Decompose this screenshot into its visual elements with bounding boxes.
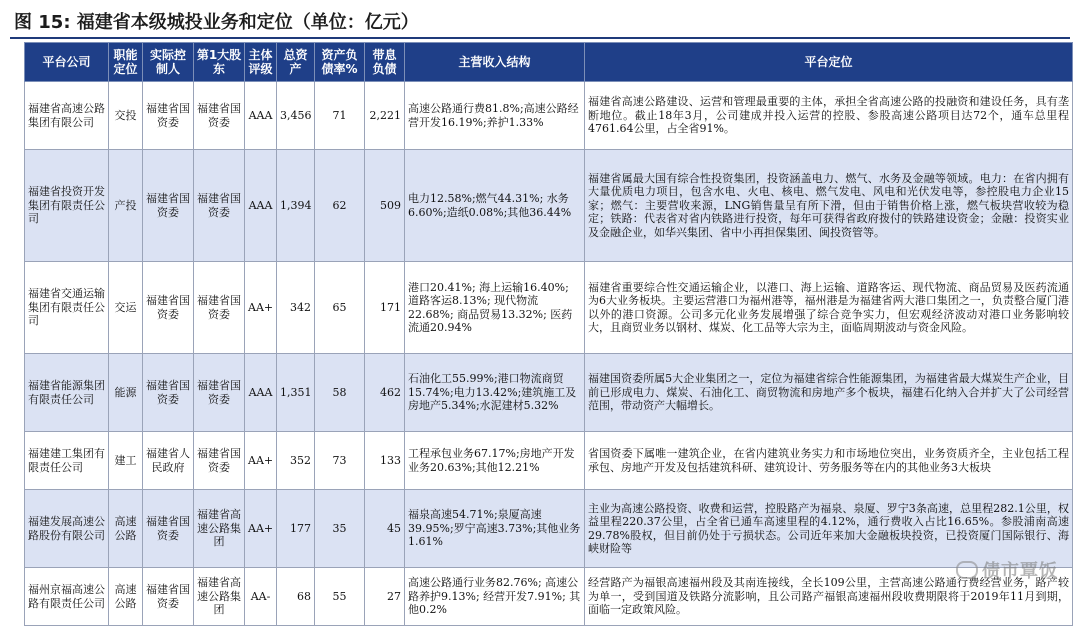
cell-revenue: 港口20.41%; 海上运输16.40%; 道路客运8.13%; 现代物流22.68%; 商品贸易13.32%; 医药流通20.94% bbox=[405, 262, 585, 354]
header-debt-ratio: 资产负债率% bbox=[315, 43, 365, 82]
cell-platform: 福建省交通运输集团有限责任公司 bbox=[25, 262, 109, 354]
table-row bbox=[25, 354, 1073, 432]
table-row bbox=[25, 262, 1073, 354]
cell-debt-ratio: 62 bbox=[315, 150, 365, 262]
cell-rating: AAA bbox=[245, 354, 277, 432]
cell-assets: 3,456 bbox=[277, 82, 315, 150]
cell-positioning: 主业为高速公路投资、收费和运营，控股路产为福泉、泉厦、罗宁3条高速，总里程282.1公里，权益里程220.37公里，占全省已通车高速里程的4.12%，通行费收入占比16.65%。参股浦南高速29.78%股权，但目前仍处于亏损状态。公司近年来加大金融板块投资，已投资厦门国际银行、海峡财险等 bbox=[585, 490, 1073, 568]
cell-controller: 福建省国资委 bbox=[143, 262, 194, 354]
cell-positioning: 福建省重要综合性交通运输企业，以港口、海上运输、道路客运、现代物流、商品贸易及医药流通为6大业务板块。主要运营港口为福州港等，福州港是为福建省两大港口集团之一，负责整合厦门港以外的港口资源。公司多元化业务发展增强了综合竞争实力，但宏观经济波动对港口业务影响较大，且商贸业务以钢材、煤炭、化工品等大宗为主，面临周期波动与资金风险。 bbox=[585, 262, 1073, 354]
header-controller: 实际控制人 bbox=[143, 43, 194, 82]
cell-assets: 177 bbox=[277, 490, 315, 568]
cell-function: 交投 bbox=[109, 82, 143, 150]
cell-debt-ratio: 35 bbox=[315, 490, 365, 568]
cell-revenue: 电力12.58%;燃气44.31%; 水务6.60%;造纸0.08%;其他36.44% bbox=[405, 150, 585, 262]
cell-function: 能源 bbox=[109, 354, 143, 432]
header-assets: 总资产 bbox=[277, 43, 315, 82]
cell-debt-ratio: 71 bbox=[315, 82, 365, 150]
header-platform: 平台公司 bbox=[25, 43, 109, 82]
cell-positioning: 福建省高速公路建设、运营和管理最重要的主体，承担全省高速公路的投融资和建设任务，具有垄断地位。截止18年3月，公司建成并投入运营的控股、参股高速公路项目达72个，通车总里程4761.64公里，占全省91%。 bbox=[585, 82, 1073, 150]
cell-positioning: 福建国资委所属5大企业集团之一，定位为福建省综合性能源集团，为福建省最大煤炭生产企业，目前已形成电力、煤炭、石油化工、商贸物流和房地产多个板块，福建石化纳入合并扩大了公司经营范围，带动资产大幅增长。 bbox=[585, 354, 1073, 432]
cell-revenue: 福泉高速54.71%;泉厦高速39.95%;罗宁高速3.73%;其他业务1.61% bbox=[405, 490, 585, 568]
cell-assets: 1,394 bbox=[277, 150, 315, 262]
cell-interest-debt: 2,221 bbox=[365, 82, 405, 150]
figure-title bbox=[14, 6, 419, 36]
cell-shareholder: 福建省国资委 bbox=[194, 262, 245, 354]
cell-platform: 福建发展高速公路股份有限公司 bbox=[25, 490, 109, 568]
platform-table bbox=[24, 42, 1073, 626]
cell-interest-debt: 509 bbox=[365, 150, 405, 262]
cell-platform: 福建建工集团有限责任公司 bbox=[25, 432, 109, 490]
cell-positioning: 福建省属最大国有综合性投资集团，投资涵盖电力、燃气、水务及金融等领域。电力：在省内拥有大量优质电力项目，包含水电、火电、核电、燃气发电、风电和光伏发电等，参控股电力企业15家；燃气：主要营收来源，LNG销售量呈有所下滑，但由于销售价格上涨，燃气板块营收较为稳定；铁路：代表省对省内铁路进行投资，每年可获得省政府拨付的铁路建设资金；金融：投资实业及金融企业，如华兴集团、省中小再担保集团、闽投资管等。 bbox=[585, 150, 1073, 262]
cell-revenue: 高速公路通行费81.8%;高速公路经营开发16.19%;养护1.33% bbox=[405, 82, 585, 150]
cell-shareholder: 福建省高速公路集团 bbox=[194, 490, 245, 568]
watermark bbox=[956, 557, 1058, 583]
cell-shareholder: 福建省国资委 bbox=[194, 354, 245, 432]
header-positioning: 平台定位 bbox=[585, 43, 1073, 82]
table-row bbox=[25, 568, 1073, 626]
cell-rating: AAA bbox=[245, 82, 277, 150]
header-function: 职能定位 bbox=[109, 43, 143, 82]
header-interest-debt: 带息负债 bbox=[365, 43, 405, 82]
title-divider bbox=[10, 37, 1070, 39]
cell-function: 产投 bbox=[109, 150, 143, 262]
cell-revenue: 石油化工55.99%;港口物流商贸15.74%;电力13.42%;建筑施工及房地产5.34%;水泥建材5.32% bbox=[405, 354, 585, 432]
cell-platform: 福州京福高速公路有限责任公司 bbox=[25, 568, 109, 626]
cell-shareholder: 福建省国资委 bbox=[194, 150, 245, 262]
table-row bbox=[25, 432, 1073, 490]
cell-positioning: 省国资委下属唯一建筑企业，在省内建筑业务实力和市场地位突出，业务资质齐全，主业包括工程承包、房地产开发及包括建筑科研、建筑设计、劳务服务等在内的其他业务3大板块 bbox=[585, 432, 1073, 490]
table-row bbox=[25, 150, 1073, 262]
cell-debt-ratio: 58 bbox=[315, 354, 365, 432]
cell-interest-debt: 27 bbox=[365, 568, 405, 626]
cell-shareholder: 福建省高速公路集团 bbox=[194, 568, 245, 626]
cell-assets: 352 bbox=[277, 432, 315, 490]
cell-function: 建工 bbox=[109, 432, 143, 490]
watermark-text: 债市覃饭 bbox=[982, 557, 1058, 583]
cell-platform: 福建省投资开发集团有限责任公司 bbox=[25, 150, 109, 262]
cell-rating: AAA bbox=[245, 150, 277, 262]
header-rating: 主体评级 bbox=[245, 43, 277, 82]
table-header-row bbox=[25, 43, 1073, 82]
cell-interest-debt: 171 bbox=[365, 262, 405, 354]
cell-controller: 福建省国资委 bbox=[143, 354, 194, 432]
wechat-icon bbox=[956, 561, 978, 579]
cell-assets: 342 bbox=[277, 262, 315, 354]
cell-controller: 福建省国资委 bbox=[143, 82, 194, 150]
cell-controller: 福建省国资委 bbox=[143, 568, 194, 626]
cell-debt-ratio: 65 bbox=[315, 262, 365, 354]
cell-interest-debt: 45 bbox=[365, 490, 405, 568]
cell-revenue: 高速公路通行业务82.76%; 高速公路养护9.13%; 经营开发7.91%; 其他0.2% bbox=[405, 568, 585, 626]
cell-controller: 福建省国资委 bbox=[143, 150, 194, 262]
table-row bbox=[25, 490, 1073, 568]
cell-function: 高速公路 bbox=[109, 568, 143, 626]
cell-platform: 福建省能源集团有限责任公司 bbox=[25, 354, 109, 432]
cell-assets: 1,351 bbox=[277, 354, 315, 432]
cell-revenue: 工程承包业务67.17%;房地产开发业务20.63%;其他12.21% bbox=[405, 432, 585, 490]
table-row bbox=[25, 82, 1073, 150]
cell-debt-ratio: 73 bbox=[315, 432, 365, 490]
cell-rating: AA+ bbox=[245, 432, 277, 490]
figure-title-text: 图 15: 福建省本级城投业务和定位（单位：亿元） bbox=[14, 8, 419, 34]
cell-interest-debt: 133 bbox=[365, 432, 405, 490]
cell-platform: 福建省高速公路集团有限公司 bbox=[25, 82, 109, 150]
cell-rating: AA- bbox=[245, 568, 277, 626]
cell-assets: 68 bbox=[277, 568, 315, 626]
cell-function: 交运 bbox=[109, 262, 143, 354]
header-shareholder: 第1大股东 bbox=[194, 43, 245, 82]
cell-controller: 福建省国资委 bbox=[143, 490, 194, 568]
header-revenue: 主营收入结构 bbox=[405, 43, 585, 82]
cell-shareholder: 福建省国资委 bbox=[194, 82, 245, 150]
cell-interest-debt: 462 bbox=[365, 354, 405, 432]
cell-controller: 福建省人民政府 bbox=[143, 432, 194, 490]
cell-positioning: 经营路产为福银高速福州段及其南连接线，全长109公里，主营高速公路通行费经营业务，路产较为单一，受到国道及铁路分流影响，且公司路产福银高速福州段收费期限将于2019年11月到期，面临一定政策风险。 bbox=[585, 568, 1073, 626]
cell-rating: AA+ bbox=[245, 262, 277, 354]
cell-rating: AA+ bbox=[245, 490, 277, 568]
cell-shareholder: 福建省国资委 bbox=[194, 432, 245, 490]
cell-function: 高速公路 bbox=[109, 490, 143, 568]
cell-debt-ratio: 55 bbox=[315, 568, 365, 626]
